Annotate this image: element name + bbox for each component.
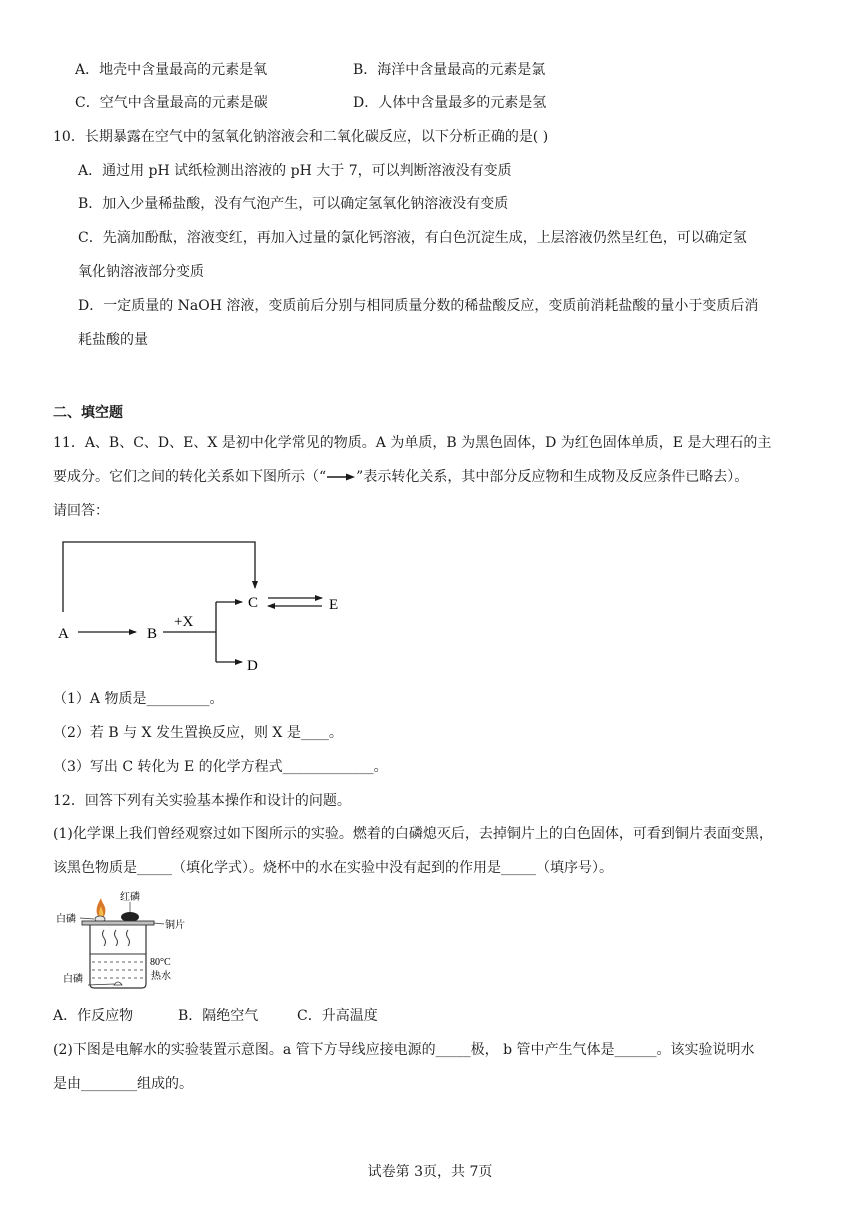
node-e: E bbox=[329, 597, 339, 613]
q10-option-a: A．通过用 pH 试纸检测出溶液的 pH 大于 7，可以判断溶液没有变质 bbox=[78, 163, 512, 179]
copper-sheet bbox=[82, 921, 154, 925]
q11-stem-line2-b: ”表示转化关系，其中部分反应物和生成物及反应条件已略去）。 bbox=[356, 469, 749, 485]
q11-conversion-diagram bbox=[48, 530, 408, 680]
node-a: A bbox=[58, 626, 69, 642]
q10-option-b: B．加入少量稀盐酸，没有气泡产生，可以确定氢氧化钠溶液没有变质 bbox=[78, 196, 509, 212]
beaker bbox=[90, 925, 146, 988]
label-copper: 铜片 bbox=[165, 920, 185, 931]
page-footer: 试卷第 3页，共 7页 bbox=[367, 1164, 493, 1180]
q10-option-d-line1: D．一定质量的 NaOH 溶液，变质前后分别与相同质量分数的稀盐酸反应，变质前消耗盐酸的量小于变质后消 bbox=[78, 298, 759, 314]
label-red-phosphorus: 红磷 bbox=[120, 892, 140, 903]
q12-part1-line1: (1)化学课上我们曾经观察过如下图所示的实验。燃着的白磷熄灭后，去掉铜片上的白色固体，可看到铜片表面变黑， bbox=[53, 826, 773, 842]
q10-option-c-line2: 氧化钠溶液部分变质 bbox=[78, 264, 204, 280]
q12-part2-line2: 是由________组成的。 bbox=[53, 1076, 193, 1092]
q12-option-c: C．升高温度 bbox=[297, 1008, 378, 1024]
q10-stem: 10．长期暴露在空气中的氢氧化钠溶液会和二氧化碳反应，以下分析正确的是( ) bbox=[53, 129, 549, 145]
label-temperature: 80°C bbox=[150, 957, 171, 968]
q12-option-a: A．作反应物 bbox=[53, 1008, 134, 1024]
q10-option-d-line2: 耗盐酸的量 bbox=[78, 332, 148, 348]
q12-stem: 12．回答下列有关实验基本操作和设计的问题。 bbox=[53, 793, 351, 809]
label-white-phosphorus-top: 白磷 bbox=[56, 914, 76, 925]
label-hot-water: 热水 bbox=[151, 971, 171, 982]
q12-option-b: B．隔绝空气 bbox=[178, 1008, 259, 1024]
q11-stem-line2 bbox=[53, 467, 748, 487]
q11-stem-line1: 11．A、B、C、D、E、X 是初中化学常见的物质。A 为单质，B 为黑色固体，D 为红色固体单质，E 是大理石的主 bbox=[53, 435, 772, 451]
q11-sub2: （2）若 B 与 X 发生置换反应，则 X 是____。 bbox=[53, 725, 343, 741]
section-title: 二、填空题 bbox=[53, 405, 123, 421]
q12-part1-line2: 该黑色物质是_____（填化学式）。烧杯中的水在实验中没有起到的作用是_____（填序号）。 bbox=[53, 860, 613, 876]
label-plus-x: +X bbox=[174, 614, 194, 630]
q9-option-c: C．空气中含量最高的元素是碳 bbox=[75, 95, 268, 111]
node-c: C bbox=[248, 595, 259, 611]
q12-part2-line1: (2)下图是电解水的实验装置示意图。a 管下方导线应接电源的_____极， b 管中产生气体是______。该实验说明水 bbox=[53, 1042, 755, 1058]
node-b: B bbox=[147, 626, 158, 642]
q10-option-c-line1: C．先滴加酚酞，溶液变红，再加入过量的氯化钙溶液，有白色沉淀生成，上层溶液仍然呈红色，可以确定氢 bbox=[78, 230, 747, 246]
q11-sub1: （1）A 物质是_________。 bbox=[53, 691, 224, 707]
q11-stem-line3: 请回答： bbox=[53, 503, 109, 519]
q9-option-d: D．人体中含量最多的元素是氢 bbox=[353, 95, 547, 111]
white-phosphorus-bottom bbox=[114, 982, 122, 985]
q11-sub3: （3）写出 C 转化为 E 的化学方程式_____________。 bbox=[53, 759, 388, 775]
q12-beaker-figure bbox=[52, 888, 212, 994]
q11-stem-line2-a: 要成分。它们之间的转化关系如下图所示（“ bbox=[53, 469, 327, 485]
arrow-icon bbox=[326, 472, 356, 482]
label-white-phosphorus-bottom: 白磷 bbox=[63, 974, 83, 985]
q9-option-a: A．地壳中含量最高的元素是氧 bbox=[75, 62, 268, 78]
q9-option-b: B．海洋中含量最高的元素是氯 bbox=[353, 62, 546, 78]
red-phosphorus bbox=[121, 912, 139, 922]
node-d: D bbox=[247, 658, 258, 674]
